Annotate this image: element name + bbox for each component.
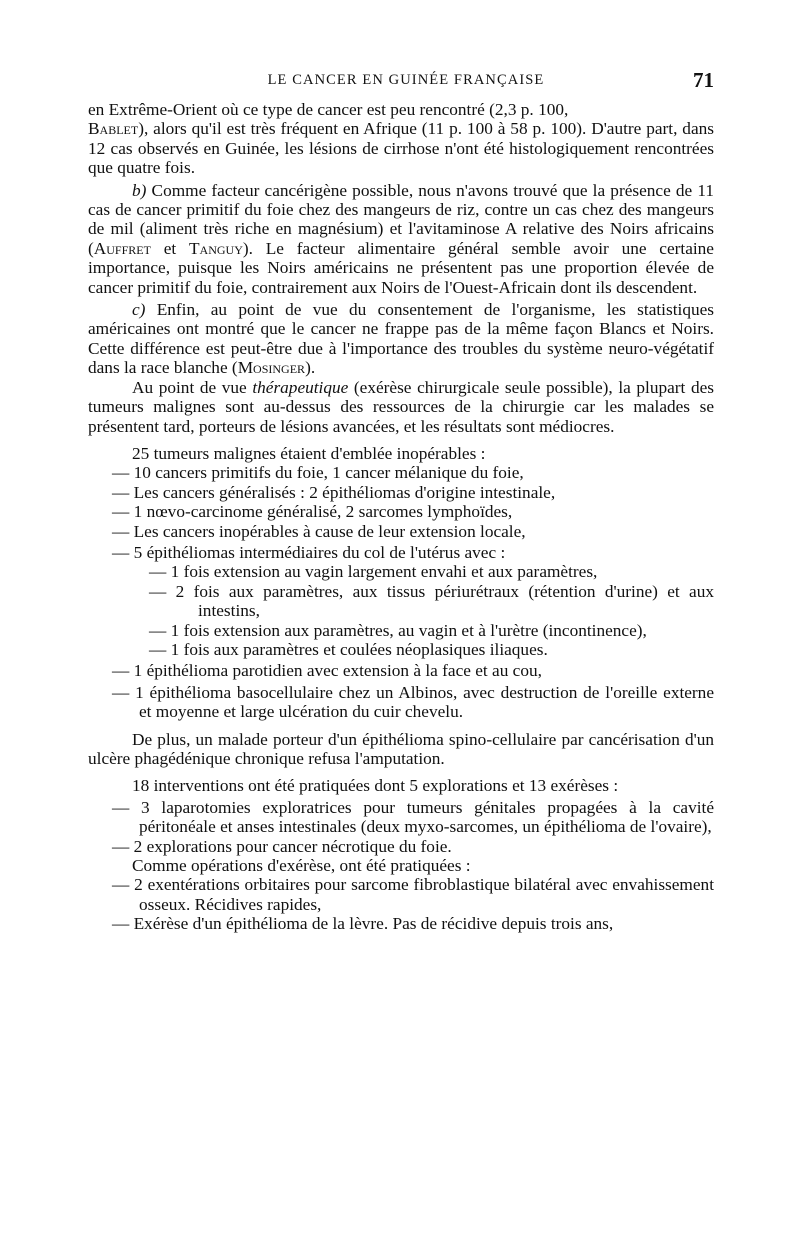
paragraph-b: [88, 181, 714, 297]
author-citation-auffret: Auffret: [93, 238, 151, 258]
paragraph-c: [88, 300, 714, 378]
sub-list-item: — 1 fois aux paramètres et coulées néoplasiques iliaques.: [149, 639, 548, 659]
list-item: — 1 épithélioma parotidien avec extension à la face et au cou,: [112, 661, 542, 681]
sub-list-item: — 1 fois extension au vagin largement envahi et aux paramètres,: [149, 562, 598, 582]
list-item: — 2 explorations pour cancer nécrotique du foie.: [112, 836, 452, 856]
book-page: [88, 0, 714, 1253]
running-title: LE CANCER EN GUINÉE FRANÇAISE: [267, 72, 545, 88]
list-item: — Les cancers généralisés : 2 épithéliomas d'origine intestinale,: [112, 482, 556, 502]
author-citation-mosinger: Mosinger: [237, 358, 306, 378]
list-item: — 1 épithélioma basocellulaire chez un Albinos, avec destruction de l'oreille externe et moyenne et large ulcération du cuir chevelu.: [112, 682, 714, 722]
paragraph-therapeutique-text-a: Au point de vue: [132, 377, 253, 397]
list-item: — 2 exentérations orbitaires pour sarcome fibroblastique bilatéral avec envahissement osseux. Récidives rapides,: [112, 875, 714, 914]
paragraph-interventions: 18 interventions ont été pratiquées dont 5 explorations et 13 exérèses :: [132, 776, 619, 796]
list-item: — 5 épithéliomas intermédiaires du col de l'utérus avec :: [112, 542, 506, 562]
list-item: — 1 nœvo-carcinome généralisé, 2 sarcomes lymphoïdes,: [112, 502, 513, 522]
paragraph-b-text-b: ). Le facteur alimentaire général semble avoir une certaine importance, puisque les Noirs américains ne présentent pas une proportion élevée de cancer primitif du foie, contrairement aux Noirs de l'Ouest-Africain dont ils descendent.: [88, 238, 714, 297]
sub-list-item: — 1 fois extension aux paramètres, au vagin et à l'urètre (incontinence),: [149, 620, 647, 640]
paragraph-1-text-b: ), alors qu'il est très fréquent en Afrique (11 p. 100 à 58 p. 100). D'autre part, dans 12 cas observés en Guinée, les lésions de cirrhose n'ont été histologiquement rencontrées que quatre fois.: [88, 119, 714, 178]
emphasis-therapeutique: thérapeutique: [252, 377, 349, 397]
page-header: [88, 66, 714, 96]
list-item: — 3 laparotomies exploratrices pour tumeurs génitales propagées à la cavité péritonéale et anses intestinales (deux myxo-sarcomes, un épithélioma de l'ovaire),: [112, 797, 714, 837]
paragraph-exereses-intro: Comme opérations d'exérèse, ont été pratiquées :: [132, 856, 471, 876]
paragraph-c-label: c): [132, 300, 146, 320]
body-text: [88, 100, 714, 934]
list-item: — Exérèse d'un épithélioma de la lèvre. Pas de récidive depuis trois ans,: [112, 914, 614, 934]
sub-list-item: — 2 fois aux paramètres, aux tissus périurétraux (rétention d'urine) et aux intestins,: [149, 581, 714, 621]
paragraph-inoperable-intro: 25 tumeurs malignes étaient d'emblée inopérables :: [132, 443, 486, 463]
paragraph-1: [88, 100, 714, 178]
paragraph-b-text-a: Comme facteur cancérigène possible, nous n'avons trouvé que la présence de 11 cas de cancer primitif du foie chez des mangeurs de riz, contre un cas chez des mangeurs de mil (aliment très riche en magnésium) et l'avitaminose A relative des Noirs africains (: [88, 180, 714, 258]
paragraph-b-text-mid: et: [150, 238, 189, 258]
author-citation-bablet: Bablet: [88, 119, 139, 139]
paragraph-amputation: De plus, un malade porteur d'un épithélioma spino-cellulaire par cancérisation d'un ulcère phagédénique chronique refusa l'amputation.: [88, 729, 714, 768]
author-citation-tanguy: Tanguy: [188, 238, 243, 258]
page-number: 71: [693, 68, 714, 92]
paragraph-c-text-a: Enfin, au point de vue du consentement de l'organisme, les statistiques américaines ont montré que le cancer ne frappe pas de la même façon Blancs et Noirs. Cette différence est peut-être due à l'importance des troubles du système neuro-végétatif dans la race blanche (: [88, 300, 714, 378]
paragraph-b-label: b): [132, 180, 147, 200]
paragraph-therapeutique: [88, 378, 714, 436]
paragraph-c-text-b: ).: [305, 358, 316, 378]
list-item: — Les cancers inopérables à cause de leur extension locale,: [112, 521, 526, 541]
list-item: — 10 cancers primitifs du foie, 1 cancer mélanique du foie,: [112, 463, 524, 483]
paragraph-1-text-a: en Extrême-Orient où ce type de cancer est peu rencontré (2,3 p. 100,: [88, 100, 569, 119]
paragraph-therapeutique-text-b: (exérèse chirurgicale seule possible), la plupart des tumeurs malignes sont au-dessus des ressources de la chirurgie car les malades se présentent tard, porteurs de lésions avancées, et les résultats sont médiocres.: [88, 377, 714, 436]
